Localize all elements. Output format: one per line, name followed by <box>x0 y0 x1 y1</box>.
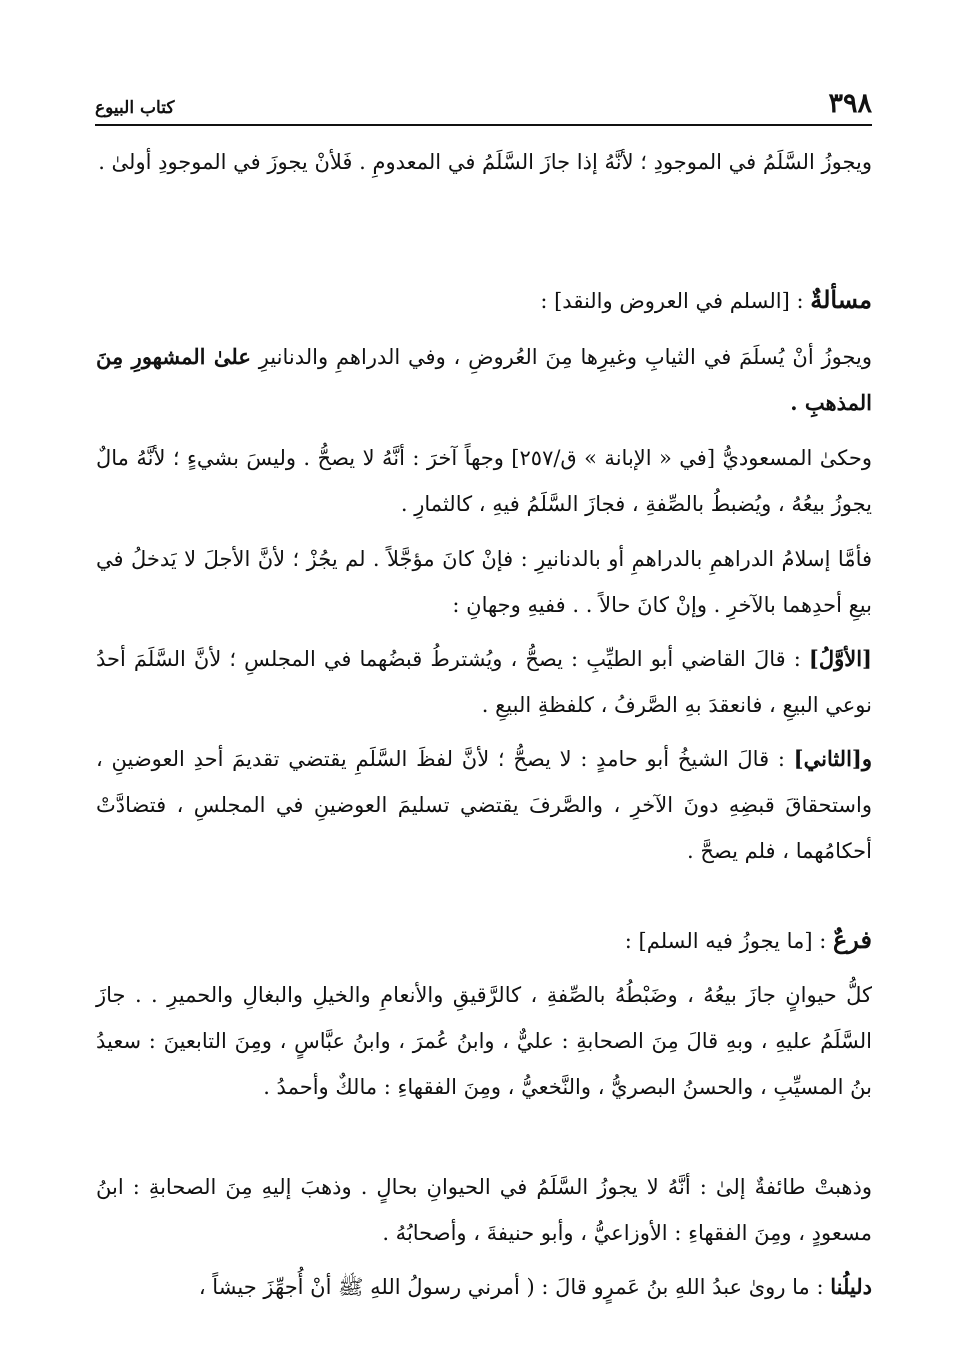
running-title: كتاب البيوع <box>95 98 175 118</box>
heading-far: فرعٌ : [ما يجوزُ فيه السلم] : <box>624 925 872 954</box>
page-header <box>95 84 872 124</box>
paragraph-opposing-view: وذهبتْ طائفةٌ إلىٰ : أنَّهُ لا يجوزُ السَّلَمُ في الحيوانِ بحالٍ . وذهبَ إليهِ مِنَ الصحابةِ : ابنُ مسعودٍ ، ومِنَ الفقهاءِ : الأوزاعيُّ ، وأبو حنيفةَ ، وأصحابُهُ . <box>96 1175 872 1245</box>
page-number: ٣٩٨ <box>828 88 872 119</box>
header-rule <box>95 124 872 126</box>
paragraph-dirham: فأمَّا إسلامُ الدراهمِ بالدراهمِ أو بالدنانيرِ : فإنْ كانَ مؤجَّلاً . لم يجُزْ ؛ لأنَّ الأجلَ لا يَدخلُ في بيعِ أحدِهما بالآخرِ . وإنْ كانَ حالاً . . ففيهِ وجهانِ : <box>96 547 872 617</box>
paragraph-urud: ويجوزُ أنْ يُسلَمَ في الثيابِ وغيرِها مِنَ العُروضِ ، وفي الدراهمِ والدنانيرِ علىٰ المشهورِ مِنَ المذهبِ . <box>96 344 872 415</box>
paragraph-salam-existing: ويجوزُ السَّلَمُ في الموجودِ ؛ لأنَّهُ إذا جازَ السَّلَمُ في المعدومِ . فَلأنْ يجوزَ في الموجودِ أولىٰ . <box>98 150 872 174</box>
paragraph-evidence: دليلُنا : ما روىٰ عبدُ اللهِ بنُ عَمرٍو قالَ : ( أمرني رسولُ اللهِ ﷺ أنْ أُجهِّزَ جيشاً ، <box>198 1274 872 1299</box>
paragraph-masudi: وحكىٰ المسعوديُّ [في « الإبانة » ق/٢٥٧] وجهاً آخرَ : أنَّهُ لا يصحُّ . وليسَ بشيءٍ ؛ لأنَّهُ مالٌ يجوزُ بيعُهُ ، ويُضبطُ بالصِّفةِ ، فجازَ السَّلَمُ فيهِ ، كالثمارِ . <box>96 446 872 516</box>
paragraph-animals: كلُّ حيوانٍ جازَ بيعُهُ ، وضَبْطُهُ بالصِّفةِ ، كالرَّقيقِ والأنعامِ والخيلِ والبغالِ والحميرِ . . جازَ السَّلَمُ عليهِ ، وبهِ قالَ مِنَ الصحابةِ : عليٌّ ، وابنُ عُمرَ ، وابنُ عبَّاسٍ ، ومِنَ التابعينَ : سعيدُ بنُ المسيِّبِ ، والحسنُ البصريُّ ، والنَّخعيُّ ، ومِنَ الفقهاءِ : مالكٌ وأحمدُ . <box>96 983 872 1099</box>
heading-masala: مسألةٌ : [السلم في العروض والنقد] : <box>540 285 872 314</box>
paragraph-second-view: و[الثاني] : قالَ الشيخُ أبو حامدٍ : لا يصحُّ ؛ لأنَّ لفظَ السَّلَمِ يقتضي تقديمَ أحدِ العوضينِ ، واستحقاقَ قبضِهِ دونَ الآخرِ ، والصَّرفَ يقتضي تسليمَ العوضينِ في المجلسِ ، فتضادَّتْ أحكامُهما ، فلم يصحَّ . <box>96 746 872 863</box>
paragraph-first-view: [الأوَّلُ] : قالَ القاضي أبو الطيِّبِ : يصحُّ ، ويُشترطُ قبضُهما في المجلسِ ؛ لأنَّ السَّلَمَ أحدُ نوعي البيعِ ، فانعقدَ بهِ الصَّرفُ ، كلفظةِ البيعِ . <box>96 646 872 717</box>
